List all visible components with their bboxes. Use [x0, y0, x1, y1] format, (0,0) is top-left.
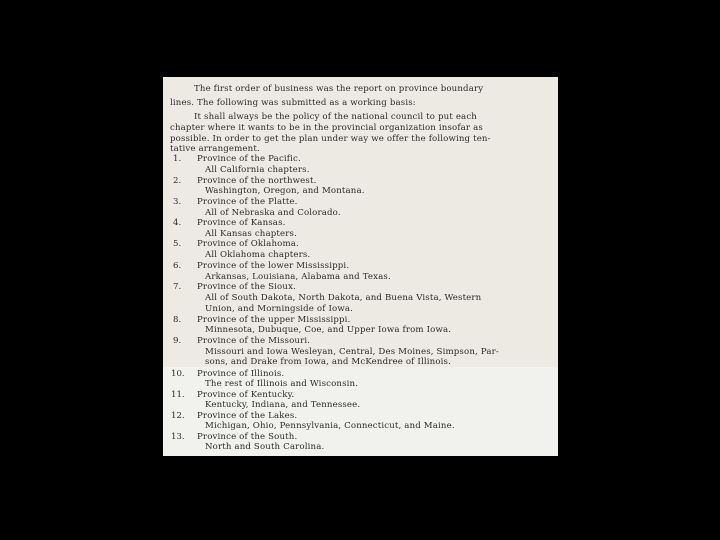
policy-line-2: chapter where it wants to be in the provincial organization insofar as: [170, 123, 483, 133]
intro-line-2: lines. The following was submitted as a working basis:: [170, 98, 416, 108]
province-name: Province of Kentucky.: [197, 390, 295, 400]
province-number: 1.: [173, 154, 182, 164]
province-chapters: The rest of Illinois and Wisconsin.: [205, 379, 359, 389]
province-chapters: All Oklahoma chapters.: [205, 250, 311, 260]
province-chapters: Kentucky, Indiana, and Tennessee.: [205, 400, 361, 410]
province-number: 10.: [171, 369, 185, 379]
province-name: Province of the Pacific.: [197, 154, 301, 164]
province-name: Province of the South.: [197, 432, 298, 442]
province-number: 5.: [173, 239, 182, 249]
province-number: 13.: [171, 432, 185, 442]
province-chapters: Minnesota, Dubuque, Coe, and Upper Iowa from Iowa.: [205, 325, 452, 335]
province-chapters: Missouri and Iowa Wesleyan, Central, Des Moines, Simpson, Par-: [205, 347, 499, 357]
province-chapters: Michigan, Ohio, Pennsylvania, Connecticut, and Maine.: [205, 421, 455, 431]
policy-line-4: tative arrangement.: [170, 144, 260, 154]
province-chapters: All Kansas chapters.: [205, 229, 297, 239]
province-name: Province of the Lakes.: [197, 411, 298, 421]
province-number: 7.: [173, 282, 182, 292]
province-number: 4.: [173, 218, 182, 228]
policy-line-3: possible. In order to get the plan under way we offer the following ten-: [170, 134, 491, 144]
province-number: 9.: [173, 336, 182, 346]
province-chapters: sons, and Drake from Iowa, and McKendree of Illinois.: [205, 357, 451, 367]
province-name: Province of Illinois.: [197, 369, 285, 379]
scanned-page: [163, 77, 558, 456]
province-number: 3.: [173, 197, 182, 207]
province-name: Province of the upper Mississippi.: [197, 315, 351, 325]
province-name: Province of Kansas.: [197, 218, 286, 228]
province-name: Province of the northwest.: [197, 176, 317, 186]
province-chapters: Union, and Morningside of Iowa.: [205, 304, 353, 314]
policy-line-1: It shall always be the policy of the national council to put each: [194, 112, 477, 122]
province-number: 12.: [171, 411, 185, 421]
province-name: Province of the lower Mississippi.: [197, 261, 350, 271]
province-chapters: Arkansas, Louisiana, Alabama and Texas.: [205, 272, 391, 282]
province-name: Province of the Platte.: [197, 197, 298, 207]
province-name: Province of the Sioux.: [197, 282, 296, 292]
province-chapters: Washington, Oregon, and Montana.: [205, 186, 365, 196]
province-number: 8.: [173, 315, 182, 325]
province-chapters: All California chapters.: [205, 165, 310, 175]
province-name: Province of the Missouri.: [197, 336, 311, 346]
province-chapters: All of South Dakota, North Dakota, and Buena Vista, Western: [205, 293, 482, 303]
intro-line-1: The first order of business was the report on province boundary: [194, 84, 484, 94]
province-number: 11.: [171, 390, 185, 400]
province-number: 6.: [173, 261, 182, 271]
province-chapters: North and South Carolina.: [205, 442, 325, 452]
province-name: Province of Oklahoma.: [197, 239, 299, 249]
province-number: 2.: [173, 176, 182, 186]
province-chapters: All of Nebraska and Colorado.: [205, 208, 341, 218]
